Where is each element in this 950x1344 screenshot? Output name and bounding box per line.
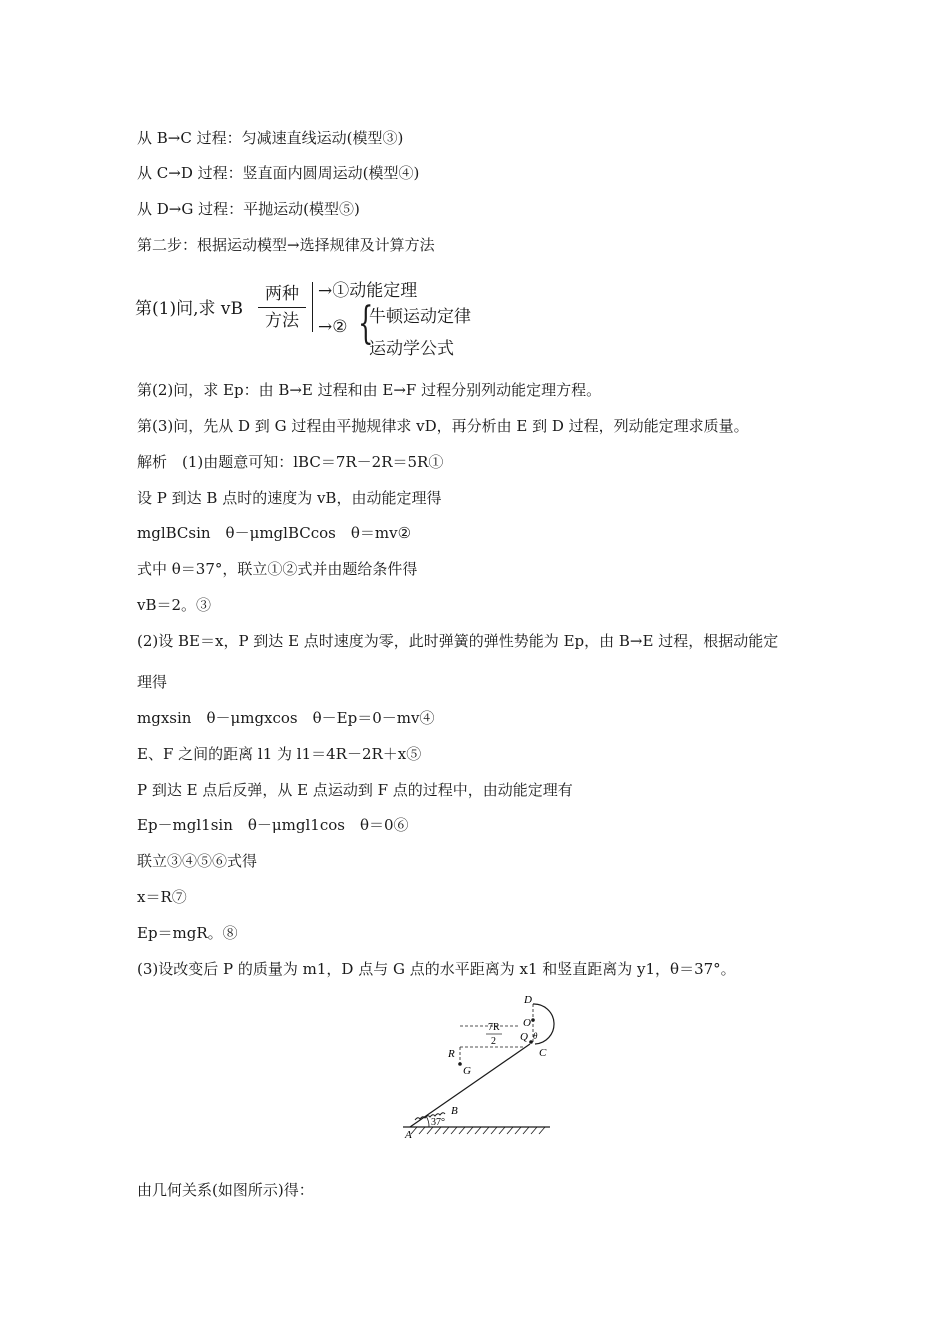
dim-denominator: 2 [491, 1036, 496, 1047]
dim-numerator: 7R [488, 1022, 500, 1033]
label-a: A [405, 1129, 412, 1141]
label-c: C [539, 1047, 547, 1059]
label-o: O [523, 1017, 531, 1029]
center-point [531, 1018, 535, 1022]
label-d: D [524, 994, 532, 1006]
text-line: mglBCsin θ－μmglBCcos θ＝mv② [137, 524, 412, 542]
text-line: P 到达 E 点后反弹，从 E 点运动到 F 点的过程中，由动能定理有 [137, 781, 573, 799]
angle-arc [426, 1116, 429, 1127]
text-line: (2)设 BE＝x，P 到达 E 点时速度为零，此时弹簧的弹性势能为 Ep，由 B→E 过程，根据动能定 [137, 632, 779, 650]
angle-label: 37° [431, 1117, 445, 1128]
text-line: mgxsin θ－μmgxcos θ－Ep＝0－mv④ [137, 709, 435, 727]
text-line: 第(2)问，求 Ep：由 B→E 过程和由 E→F 过程分别列动能定理方程。 [137, 381, 602, 399]
label-b: B [451, 1105, 458, 1117]
text-line: (3)设改变后 P 的质量为 m1，D 点与 G 点的水平距离为 x1 和竖直距离为 y1，θ＝37°。 [137, 960, 736, 978]
label-g: G [463, 1065, 471, 1077]
method-two: →② [318, 317, 348, 337]
method-law-kinematics: 运动学公式 [369, 339, 454, 359]
text-line: 由几何关系(如图所示)得： [137, 1181, 314, 1199]
label-theta: θ [533, 1031, 538, 1041]
text-line: E、F 之间的距离 l1 为 l1＝4R－2R＋x⑤ [137, 745, 422, 763]
method-lead: 第(1)问,求 vB [135, 299, 243, 319]
method-bracket [312, 282, 313, 332]
frac-top: 两种 [265, 284, 299, 304]
text-line: Ep＝mgR。⑧ [137, 924, 238, 942]
text-line: 解析 (1)由题意可知：lBC＝7R－2R＝5R① [137, 453, 444, 471]
text-line: 第二步：根据运动模型→选择规律及计算方法 [137, 236, 435, 254]
label-r: R [448, 1048, 455, 1060]
left-brace-icon: { [358, 298, 374, 349]
text-line: vB＝2。③ [137, 596, 212, 614]
frac-bottom: 方法 [265, 311, 299, 331]
text-line: 从 D→G 过程：平抛运动(模型⑤) [137, 200, 360, 218]
method-fraction [258, 282, 306, 333]
text-line: 联立③④⑤⑥式得 [137, 852, 258, 870]
text-line: 从 B→C 过程：匀减速直线运动(模型③) [137, 129, 404, 147]
text-line: 理得 [137, 673, 168, 691]
ground-hatch [411, 1127, 545, 1134]
text-line: Ep－mgl1sin θ－μmgl1cos θ＝0⑥ [137, 816, 409, 834]
point-g [458, 1062, 462, 1066]
incline-line [410, 1044, 530, 1127]
text-line: x＝R⑦ [137, 888, 187, 906]
physics-figure [395, 992, 555, 1142]
method-diagram [132, 276, 512, 360]
method-law-newton: 牛顿运动定律 [369, 307, 471, 327]
method-one: →①动能定理 [318, 281, 418, 301]
text-line: 设 P 到达 B 点时的速度为 vB，由动能定理得 [137, 489, 442, 507]
label-q: Q [520, 1031, 528, 1043]
frac-bar [258, 307, 306, 308]
text-line: 从 C→D 过程：竖直面内圆周运动(模型④) [137, 164, 420, 182]
text-line: 式中 θ＝37°，联立①②式并由题给条件得 [137, 560, 418, 578]
text-line: 第(3)问，先从 D 到 G 过程由平抛规律求 vD，再分析由 E 到 D 过程，列动能定理求质量。 [137, 417, 749, 435]
